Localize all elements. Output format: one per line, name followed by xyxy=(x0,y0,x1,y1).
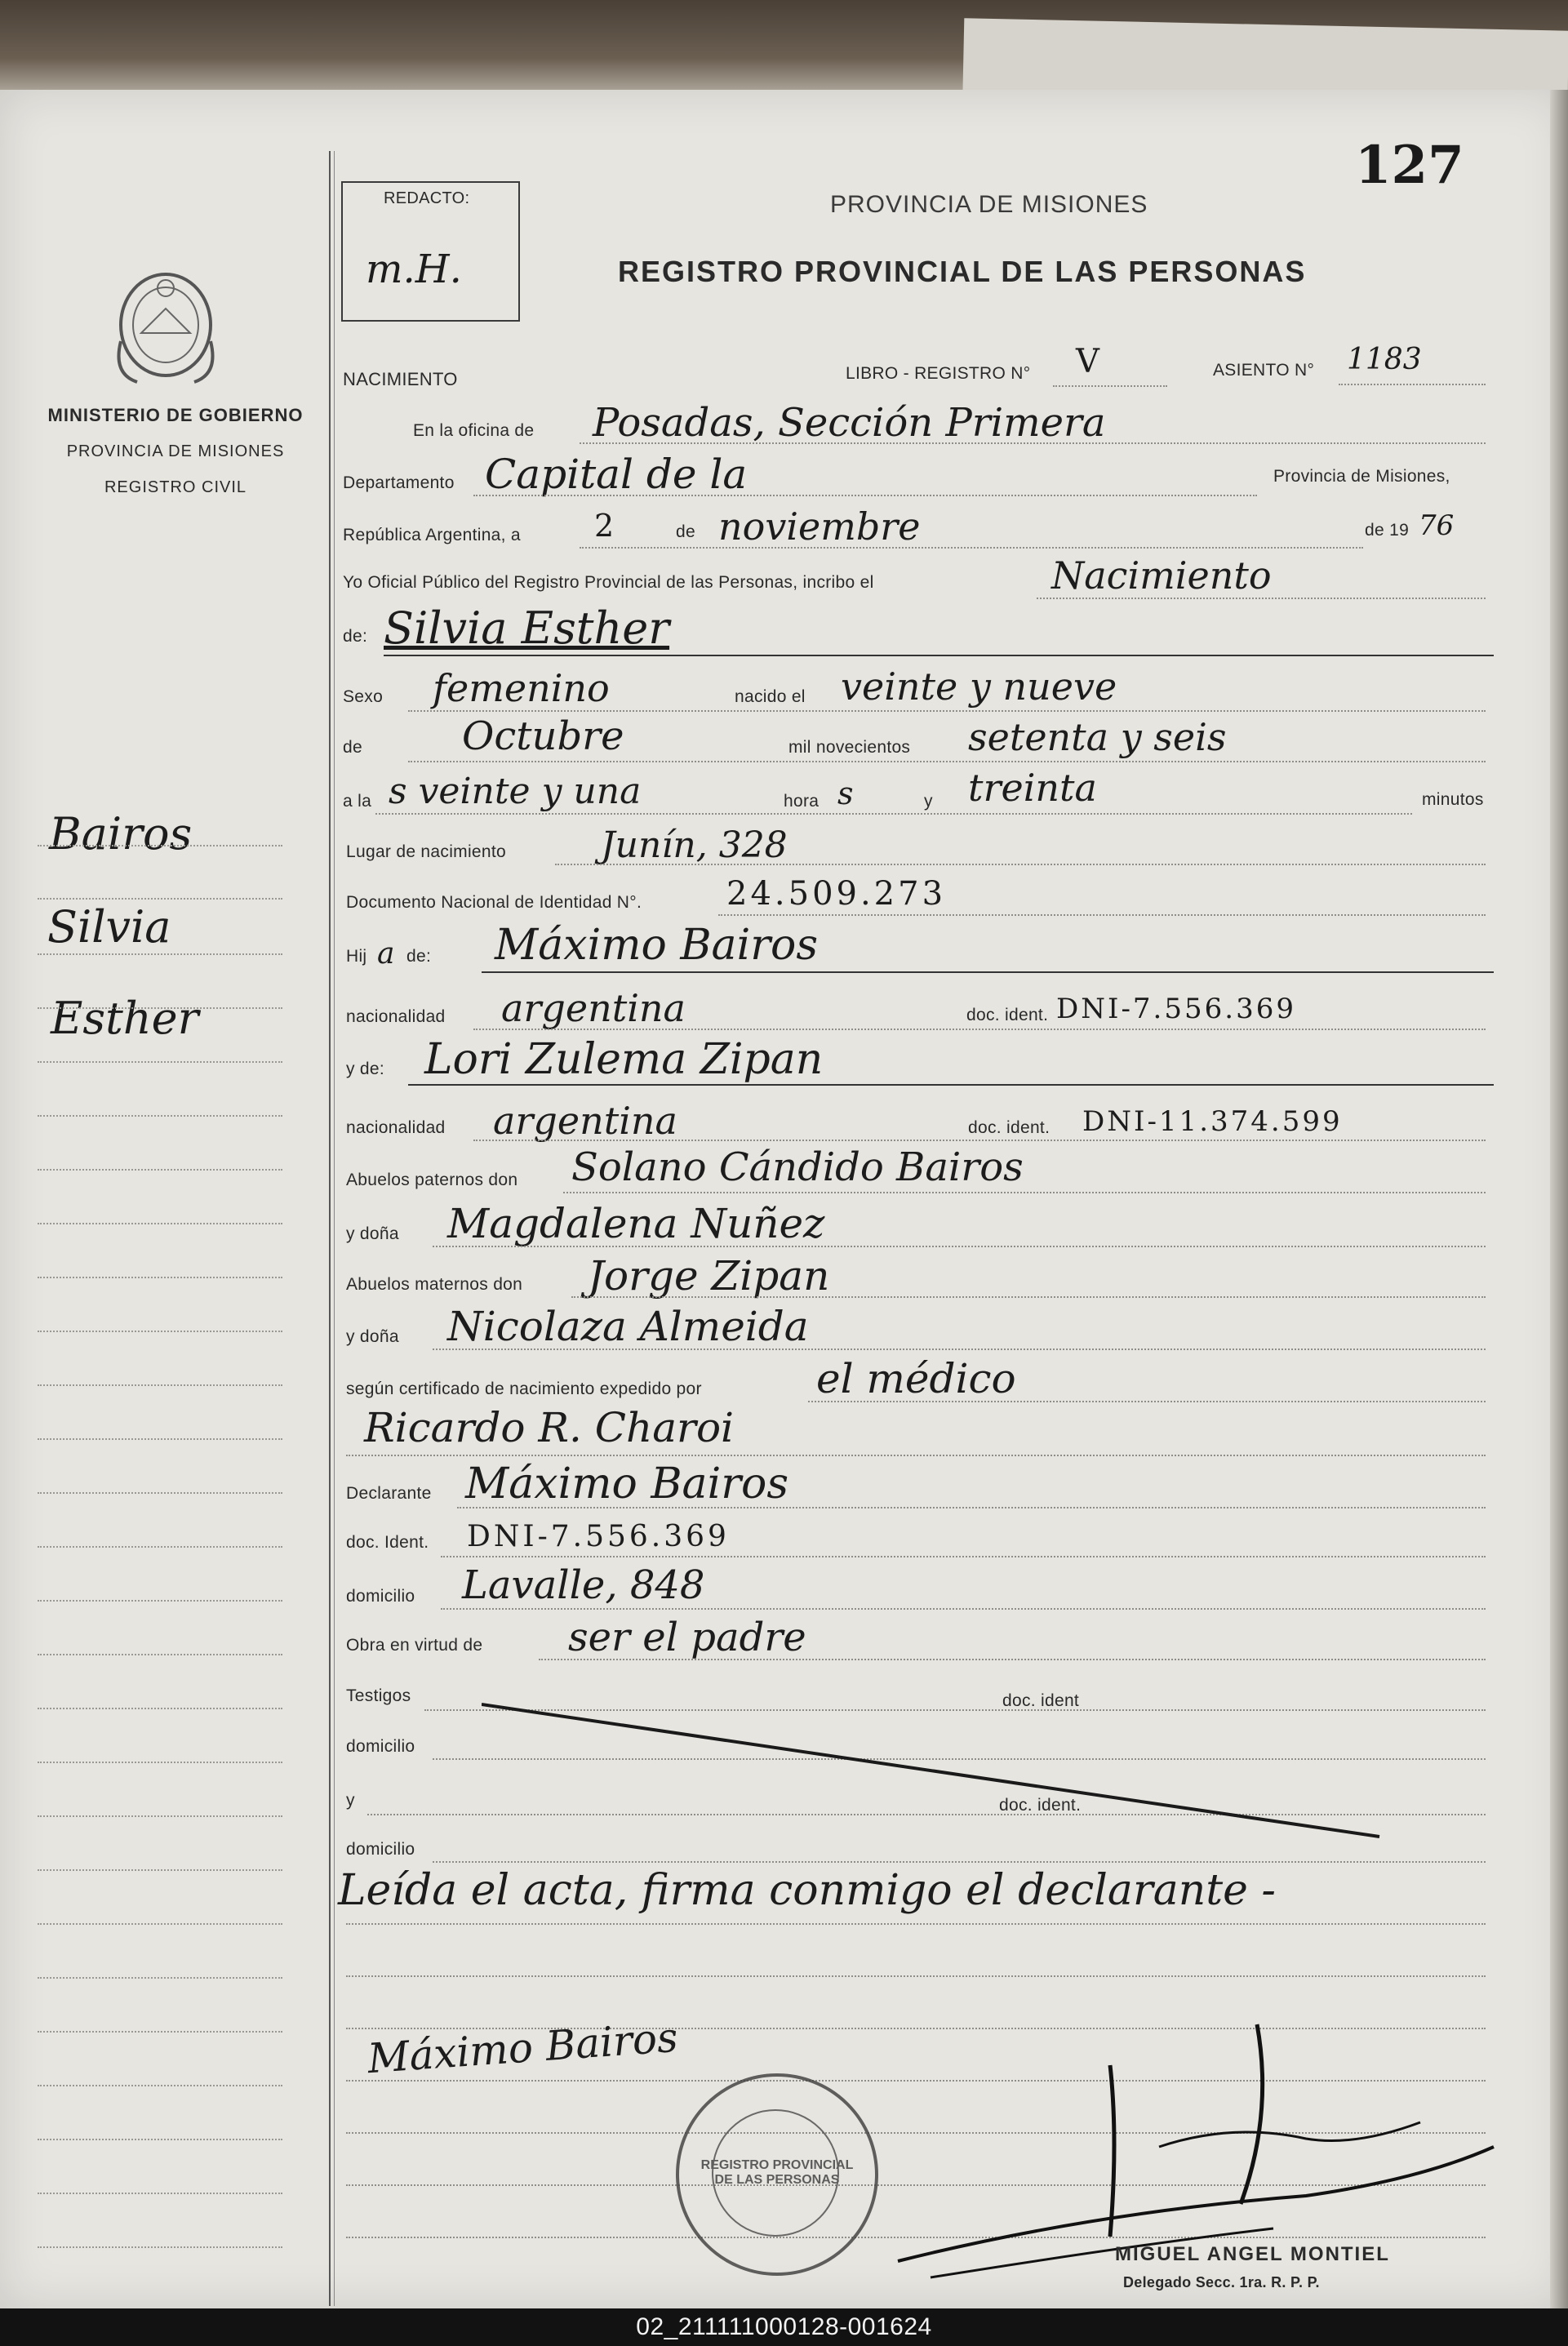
ministry-title: MINISTERIO DE GOBIERNO xyxy=(47,405,304,425)
y-label: y xyxy=(924,792,933,811)
dni-value: 24.509.273 xyxy=(726,875,947,913)
mes2-line xyxy=(408,761,1486,762)
abuelos-maternos-label: Abuelos maternos don xyxy=(346,1275,523,1294)
margin-line xyxy=(38,953,282,955)
nacionalidad1-value: argentina xyxy=(501,986,686,1030)
margin-line xyxy=(38,2139,282,2140)
obra-line xyxy=(539,1659,1486,1660)
margin-line xyxy=(38,1061,282,1063)
dni-line xyxy=(718,914,1486,916)
margin-line xyxy=(38,2193,282,2194)
margin-line xyxy=(38,1762,282,1763)
domicilio3-label: domicilio xyxy=(346,1840,415,1859)
nacionalidad1-label: nacionalidad xyxy=(346,1007,446,1026)
abuelos-paternos-label: Abuelos paternos don xyxy=(346,1171,518,1189)
doc1-value: DNI-7.556.369 xyxy=(1056,993,1296,1025)
form-left-border xyxy=(329,151,331,2306)
stamp-text: REGISTRO PROVINCIAL DE LAS PERSONAS xyxy=(700,2158,854,2187)
nacido-value: veinte y nueve xyxy=(841,664,1117,709)
dona2-line xyxy=(433,1349,1486,1350)
margin-line xyxy=(38,1869,282,1871)
dona1-line xyxy=(433,1246,1486,1247)
margin-line xyxy=(38,1169,282,1171)
nacionalidad2-value: argentina xyxy=(493,1099,677,1143)
domicilio-line xyxy=(441,1608,1486,1610)
docid-value: DNI-7.556.369 xyxy=(467,1520,730,1553)
dia-value: 2 xyxy=(594,508,615,544)
anio-label: de 19 xyxy=(1365,521,1410,540)
nacionalidad2-line xyxy=(473,1140,1486,1141)
certificado-line xyxy=(808,1401,1486,1402)
minutos-value: treinta xyxy=(968,766,1097,810)
redacto-box xyxy=(341,181,520,322)
margin-line xyxy=(38,845,282,846)
doc2-label: doc. ident. xyxy=(968,1118,1051,1137)
certificado-line2 xyxy=(346,1455,1486,1456)
ministry-province: PROVINCIA DE MISIONES xyxy=(66,442,285,460)
oficina-value: Posadas, Sección Primera xyxy=(593,400,1106,446)
abuelos-paternos-line xyxy=(563,1192,1486,1193)
declarante-label: Declarante xyxy=(346,1484,432,1503)
nacido-label: nacido el xyxy=(735,687,806,706)
void-diagonal-line xyxy=(482,1698,1388,1845)
minutos-label: minutos xyxy=(1422,790,1484,809)
child-name-value: Silvia Esther xyxy=(384,602,670,654)
domicilio-label: domicilio xyxy=(346,1587,415,1606)
testigos-label: Testigos xyxy=(346,1686,411,1705)
margin-surname: Bairos xyxy=(49,808,193,860)
libro-label: LIBRO - REGISTRO N° xyxy=(846,364,1031,383)
departamento-label: Departamento xyxy=(343,473,455,492)
margin-line xyxy=(38,1654,282,1655)
departamento-value: Capital de la xyxy=(485,451,748,498)
oficial-text: Yo Oficial Público del Registro Provincial de las Personas, incribo el xyxy=(343,573,874,592)
certificado-label: según certificado de nacimiento expedido por xyxy=(346,1380,702,1398)
ruled-line xyxy=(346,1975,1486,1977)
de-mes-label: de xyxy=(343,738,362,757)
provincia-label: Provincia de Misiones, xyxy=(1273,467,1450,486)
declarante-line xyxy=(457,1507,1486,1508)
oficial-line xyxy=(1037,598,1486,599)
nacimiento-label: NACIMIENTO xyxy=(343,369,458,389)
oficina-line xyxy=(580,442,1486,444)
dni-label: Documento Nacional de Identidad N°. xyxy=(346,893,642,912)
oficial-value: Nacimiento xyxy=(1051,553,1272,598)
margin-line xyxy=(38,1115,282,1117)
ala-label: a la xyxy=(343,792,372,811)
asiento-line xyxy=(1339,384,1486,385)
margin-line xyxy=(38,1277,282,1278)
asiento-value: 1183 xyxy=(1347,343,1422,376)
domicilio-value: Lavalle, 848 xyxy=(462,1562,705,1608)
hora-line xyxy=(375,813,1412,815)
declarante-signature: Máximo Bairos xyxy=(366,2013,680,2083)
libro-line xyxy=(1053,385,1167,387)
abuelos-maternos-value: Jorge Zipan xyxy=(588,1252,830,1300)
page-number: 127 xyxy=(1355,135,1464,196)
province-title: PROVINCIA DE MISIONES xyxy=(830,191,1148,218)
official-stamp xyxy=(676,2073,878,2276)
leida-text: Leída el acta, firma conmigo el declarante - xyxy=(338,1866,1277,1915)
sexo-label: Sexo xyxy=(343,687,384,706)
ministry-registry: REGISTRO CIVIL xyxy=(104,478,247,496)
domicilio2-label: domicilio xyxy=(346,1737,415,1756)
hora-value: s veinte y una xyxy=(389,771,642,812)
docid-line xyxy=(441,1556,1486,1557)
madre-line xyxy=(408,1084,1494,1086)
margin-line xyxy=(38,1492,282,1494)
padre-value: Máximo Bairos xyxy=(495,921,819,970)
nacionalidad2-label: nacionalidad xyxy=(346,1118,446,1137)
hijo-suffix: a xyxy=(377,937,395,971)
margin-line xyxy=(38,1384,282,1386)
registry-title: REGISTRO PROVINCIAL DE LAS PERSONAS xyxy=(618,255,1307,288)
asiento-label: ASIENTO N° xyxy=(1213,361,1315,380)
hijo-de-label: de: xyxy=(406,947,432,966)
mil-value: setenta y seis xyxy=(968,715,1227,759)
margin-line xyxy=(38,1815,282,1817)
lugar-line xyxy=(555,864,1486,865)
anio-value: 76 xyxy=(1419,509,1455,542)
declarante-value: Máximo Bairos xyxy=(465,1460,789,1508)
ruled-line xyxy=(346,1923,1486,1925)
certificado-doctor: Ricardo R. Charoi xyxy=(364,1404,735,1451)
mil-label: mil novecientos xyxy=(788,738,911,757)
dona2-label: y doña xyxy=(346,1327,399,1346)
abuelos-maternos-line xyxy=(571,1296,1486,1298)
official-name: MIGUEL ANGEL MONTIEL xyxy=(1115,2243,1390,2265)
margin-line xyxy=(38,1977,282,1979)
horas-label: hora xyxy=(784,792,820,811)
libro-value: V xyxy=(1076,343,1099,380)
redacto-label: REDACTO: xyxy=(384,189,470,207)
de-label: de xyxy=(676,522,695,541)
doc3-label: doc. ident xyxy=(1002,1691,1080,1710)
horas-suffix: s xyxy=(837,775,854,811)
margin-line xyxy=(38,1708,282,1709)
lugar-value: Junín, 328 xyxy=(601,824,788,866)
padre-line xyxy=(482,971,1494,973)
margin-line xyxy=(38,2246,282,2248)
margin-line xyxy=(38,1223,282,1224)
mes-value: noviembre xyxy=(718,504,921,549)
domicilio3-line xyxy=(433,1861,1486,1863)
form-left-border-inner xyxy=(334,151,335,2306)
certificado-value: el médico xyxy=(816,1355,1016,1402)
margin-line xyxy=(38,1331,282,1332)
y2-label: y xyxy=(346,1791,355,1810)
margin-line xyxy=(38,2031,282,2033)
obra-value: ser el padre xyxy=(568,1615,806,1660)
margin-line xyxy=(38,1546,282,1548)
abuela-paterna-value: Magdalena Nuñez xyxy=(447,1200,825,1247)
mes2-value: Octubre xyxy=(462,713,624,759)
official-title: Delegado Secc. 1ra. R. P. P. xyxy=(1123,2274,1320,2290)
margin-line xyxy=(38,1600,282,1602)
page-edge xyxy=(1550,90,1568,2308)
hijo-label: Hij xyxy=(346,947,367,966)
obra-label: Obra en virtud de xyxy=(346,1636,483,1655)
margin-line xyxy=(38,1923,282,1925)
doc4-label: doc. ident. xyxy=(999,1796,1082,1815)
madre-label: y de: xyxy=(346,1060,385,1078)
coat-of-arms-icon xyxy=(104,260,227,390)
fecha-line xyxy=(580,547,1363,549)
sexo-value: femenino xyxy=(433,666,610,710)
madre-value: Lori Zulema Zipan xyxy=(424,1035,824,1084)
docid-label: doc. Ident. xyxy=(346,1533,429,1552)
de-name-label: de: xyxy=(343,627,368,646)
sexo-line xyxy=(408,710,1486,712)
doc2-value: DNI-11.374.599 xyxy=(1082,1105,1343,1138)
republica-label: República Argentina, a xyxy=(343,526,521,544)
doc1-label: doc. ident. xyxy=(966,1006,1049,1024)
departamento-line xyxy=(473,495,1257,496)
margin-line xyxy=(38,2085,282,2086)
margin-line xyxy=(38,1007,282,1009)
margin-second-name: Esther xyxy=(51,993,199,1044)
abuelos-paternos-value: Solano Cándido Bairos xyxy=(571,1144,1024,1190)
oficina-label: En la oficina de xyxy=(413,421,535,440)
redacto-initials: m.H. xyxy=(366,247,462,292)
nacionalidad1-line xyxy=(473,1029,1486,1030)
image-caption: 02_211111000128-001624 xyxy=(636,2313,932,2340)
abuela-materna-value: Nicolaza Almeida xyxy=(447,1303,809,1350)
margin-line xyxy=(38,898,282,900)
dona1-label: y doña xyxy=(346,1224,399,1243)
lugar-label: Lugar de nacimiento xyxy=(346,842,506,861)
child-name-line xyxy=(384,655,1494,656)
margin-line xyxy=(38,1438,282,1440)
margin-first-name: Silvia xyxy=(47,901,171,953)
